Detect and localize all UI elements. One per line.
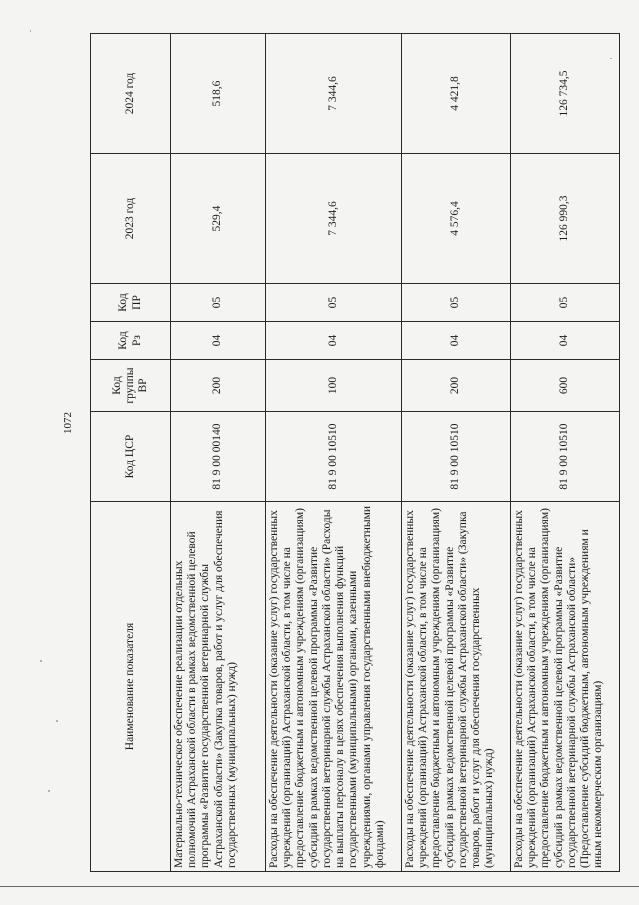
page-number: 1072 (62, 412, 74, 434)
cell-pr: 05 (171, 284, 266, 322)
scan-speck (30, 30, 31, 32)
cell-vr: 200 (171, 360, 266, 412)
cell-csr: 81 9 00 00140 (171, 412, 266, 502)
cell-pr: 05 (266, 284, 402, 322)
header-rz: Код Рз (91, 322, 171, 360)
header-vr: Код группы ВР (91, 360, 171, 412)
cell-csr: 81 9 00 10510 (402, 412, 511, 502)
scan-speck (56, 720, 58, 722)
table-row (171, 34, 266, 872)
cell-csr: 81 9 00 10510 (511, 412, 620, 502)
cell-2023: 7 344,6 (266, 154, 402, 284)
table-row (266, 34, 402, 872)
header-2024: 2024 год (91, 34, 171, 154)
cell-2024: 4 421,8 (402, 34, 511, 154)
cell-rz: 04 (402, 322, 511, 360)
cell-rz: 04 (511, 322, 620, 360)
cell-2024: 518,6 (171, 34, 266, 154)
cell-vr: 600 (511, 360, 620, 412)
table-header-row (91, 34, 171, 872)
scan-speck (40, 660, 42, 662)
scan-speck (48, 790, 50, 792)
header-csr: Код ЦСР (91, 412, 171, 502)
cell-2023: 4 576,4 (402, 154, 511, 284)
cell-name: Расходы на обеспечение деятельности (оказание услуг) государственных учреждений (организаций) Астраханской области, в том числе на предоставление бюджетным и автономным учреждениям (организациям) субсидий в рамках ведомственной целевой программы «Развитие государственной ветеринарной службы Астраханской области» (Предоставление субсидий бюджетным, автономным учреждениям и иным некоммерческим организациям) (511, 502, 620, 872)
cell-csr: 81 9 00 10510 (266, 412, 402, 502)
cell-2024: 7 344,6 (266, 34, 402, 154)
cell-name: Материально-техническое обеспечение реализации отдельных полномочий Астраханской области в рамках ведомственной целевой программы «Развитие государственной ветеринарной службы Астраханской области» (Закупка товаров, работ и услуг для обеспечения государственных (муниципальных) нужд) (171, 502, 266, 872)
cell-2024: 126 734,5 (511, 34, 620, 154)
cell-rz: 04 (266, 322, 402, 360)
page-bottom-rule (0, 886, 639, 887)
table-row (402, 34, 511, 872)
cell-pr: 05 (402, 284, 511, 322)
cell-2023: 126 990,3 (511, 154, 620, 284)
cell-rz: 04 (171, 322, 266, 360)
budget-table (90, 33, 620, 872)
header-pr: Код ПР (91, 284, 171, 322)
header-name: Наименование показателя (91, 502, 171, 872)
header-2023: 2023 год (91, 154, 171, 284)
cell-2023: 529,4 (171, 154, 266, 284)
cell-pr: 05 (511, 284, 620, 322)
cell-name: Расходы на обеспечение деятельности (оказание услуг) государственных учреждений (организаций) Астраханской области, в том числе на предоставление бюджетным и автономным учреждениям (организациям) субсидий в рамках ведомственной целевой программы «Развитие государственной ветеринарной службы Астраханской области» (Расходы на выплаты персоналу в целях обеспечения выполнения функций государственными (муниципальными) органами, казенными учреждениями, органами управления государственными внебюджетными фондами) (266, 502, 402, 872)
cell-vr: 200 (402, 360, 511, 412)
cell-vr: 100 (266, 360, 402, 412)
cell-name: Расходы на обеспечение деятельности (оказание услуг) государственных учреждений (организаций) Астраханской области, в том числе на предоставление бюджетным и автономным учреждениям (организациям) субсидий в рамках ведомственной целевой программы «Развитие государственной ветеринарной службы Астраханской области» (Закупка товаров, работ и услуг для обеспечения государственных (муниципальных) нужд) (402, 502, 511, 872)
table-row (511, 34, 620, 872)
scan-speck (610, 58, 612, 59)
rotated-table-wrapper (90, 34, 605, 872)
